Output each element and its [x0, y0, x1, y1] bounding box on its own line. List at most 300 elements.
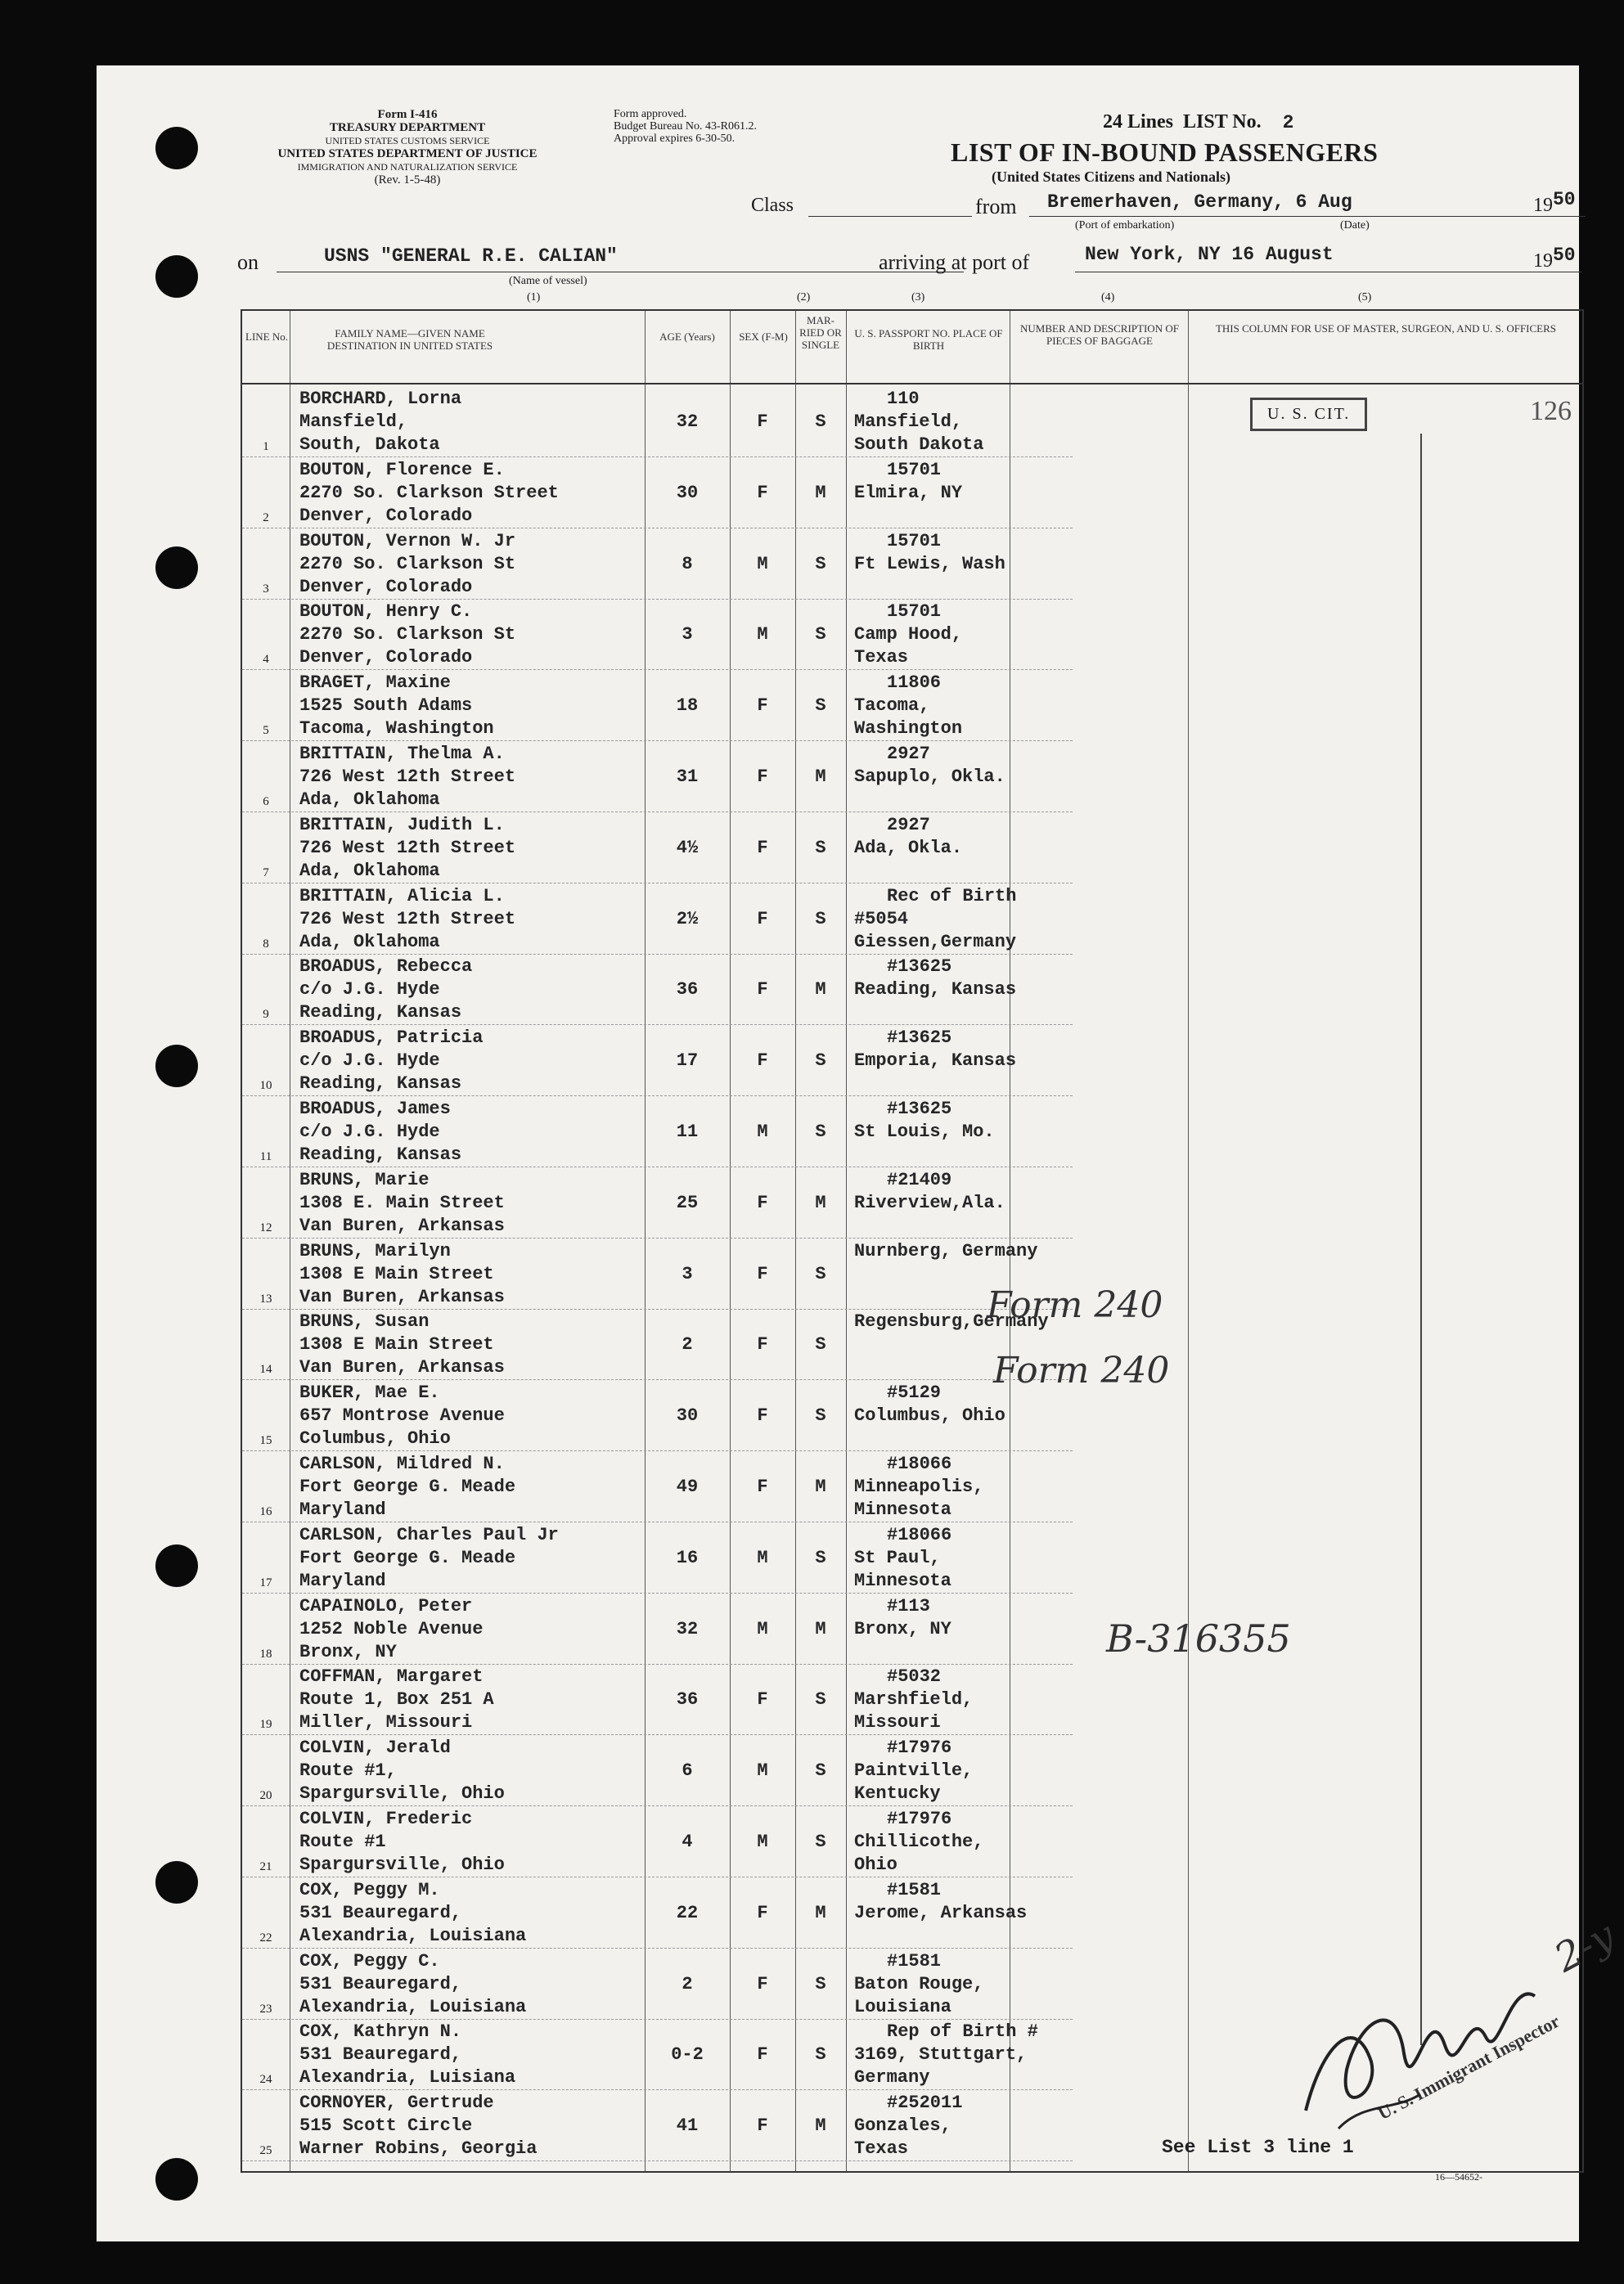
passport-line: Elmira, NY — [854, 482, 963, 503]
passport-line: Louisiana — [854, 1996, 951, 2017]
passport-line: Minnesota — [854, 1499, 951, 1520]
passenger-name-destination — [299, 388, 461, 456]
passenger-marital-status: S — [815, 624, 826, 645]
passenger-row — [242, 1806, 1073, 1877]
passport-line: Ft Lewis, Wash — [854, 553, 1005, 574]
manifest-page — [97, 65, 1622, 2241]
passenger-sex: M — [757, 624, 768, 645]
passenger-name-destination — [299, 672, 494, 740]
revision: (Rev. 1-5-48) — [374, 173, 441, 187]
passport-line: #5054 — [854, 908, 909, 929]
passport-line: Baton Rouge, — [854, 1973, 984, 1994]
name-line: Alexandria, Louisiana — [299, 1925, 527, 1946]
name-line: Spargursville, Ohio — [299, 1855, 505, 1875]
passenger-sex: F — [757, 411, 768, 432]
passenger-row — [242, 599, 1073, 670]
name-line: 657 Montrose Avenue — [299, 1405, 505, 1427]
passport-birthplace — [854, 1382, 1005, 1428]
passenger-name-destination — [299, 1879, 526, 1948]
passport-line: Riverview,Ala. — [854, 1192, 1005, 1213]
passport-line: Tacoma, — [854, 695, 930, 717]
passport-birthplace — [854, 1737, 973, 1805]
passenger-age: 3 — [682, 624, 693, 645]
name-line: Warner Robins, Georgia — [299, 2138, 538, 2160]
passenger-age: 3 — [682, 1263, 693, 1284]
passport-line: 15701 — [887, 601, 942, 623]
passenger-sex: F — [757, 1973, 768, 1994]
year-prefix: 19 — [1533, 250, 1553, 272]
passenger-sex: F — [757, 1405, 768, 1427]
passenger-row — [242, 1664, 1073, 1735]
passport-line: Mansfield, — [854, 411, 963, 432]
name-line: Reading, Kansas — [299, 1002, 462, 1023]
passenger-row — [242, 457, 1073, 528]
name-line: Alexandria, Louisiana — [299, 1996, 527, 2017]
line-number: 7 — [263, 865, 269, 879]
name-line: BRITTAIN, Judith L. — [299, 814, 505, 835]
passenger-marital-status: M — [815, 767, 826, 787]
form-approved: Form approved. — [614, 108, 687, 120]
passenger-age: 8 — [682, 553, 693, 574]
name-line: 2270 So. Clarkson Street — [299, 482, 559, 503]
embarkation-port: Bremerhaven, Germany, 6 Aug — [1047, 191, 1352, 213]
b-number-note: B-316355 — [1106, 1616, 1291, 1661]
name-line: Spargursville, Ohio — [299, 1783, 505, 1805]
passport-line: Reading, Kansas — [854, 979, 1017, 1000]
passport-line: Sapuplo, Okla. — [854, 767, 1005, 787]
see-list-note: See List 3 line 1 — [1162, 2137, 1354, 2158]
passenger-name-destination — [299, 814, 515, 883]
passenger-row — [242, 883, 1073, 955]
name-line: Van Buren, Arkansas — [299, 1357, 505, 1378]
passenger-age: 4½ — [676, 837, 699, 858]
passport-line: #113 — [887, 1595, 930, 1616]
inspector-initials: 2-y — [1547, 1912, 1622, 1982]
name-line: 1308 E Main Street — [299, 1334, 494, 1356]
passenger-name-destination — [299, 600, 515, 669]
passenger-age: 4 — [682, 1832, 693, 1852]
passport-birthplace — [854, 955, 1016, 1001]
passenger-marital-status: M — [815, 1477, 826, 1497]
passenger-row — [242, 1949, 1073, 2020]
from-year — [1533, 189, 1576, 217]
passport-line: Nurnberg, Germany — [854, 1240, 1038, 1261]
name-line: BROADUS, Patricia — [299, 1027, 484, 1049]
passport-birthplace — [854, 1098, 995, 1144]
passenger-marital-status: S — [815, 1547, 826, 1568]
name-line: 726 West 12th Street — [299, 837, 516, 858]
passenger-marital-status: S — [815, 1050, 826, 1072]
name-line: COFFMAN, Margaret — [299, 1666, 484, 1688]
line-number: 15 — [259, 1434, 272, 1448]
col-head-age: AGE (Years) — [659, 330, 715, 343]
binder-hole — [155, 1861, 198, 1904]
justice-dept: UNITED STATES DEPARTMENT OF JUSTICE — [277, 147, 538, 160]
name-line: BRUNS, Marie — [299, 1169, 430, 1190]
name-line: Fort George G. Meade — [299, 1477, 516, 1497]
year-suffix: 50 — [1553, 245, 1576, 266]
passenger-sex: M — [757, 1122, 768, 1142]
col-number-5: (5) — [1358, 291, 1372, 303]
passenger-row — [242, 528, 1073, 600]
name-line: Ada, Oklahoma — [299, 931, 440, 952]
name-line: 531 Beauregard, — [299, 1902, 462, 1923]
passport-line: 2927 — [887, 814, 930, 835]
passenger-sex: F — [757, 695, 768, 717]
passport-line: South Dakota — [854, 434, 984, 455]
name-line: Van Buren, Arkansas — [299, 1286, 505, 1307]
line-number: 20 — [259, 1789, 272, 1803]
passenger-marital-status: S — [815, 1689, 826, 1711]
passenger-table — [241, 309, 1622, 2173]
passenger-sex: F — [757, 837, 768, 858]
passport-birthplace — [854, 1879, 1027, 1925]
passport-birthplace — [854, 1240, 1037, 1263]
passenger-marital-status: S — [815, 1122, 826, 1142]
passenger-row — [242, 386, 1073, 457]
passport-line: #21409 — [887, 1169, 952, 1190]
name-line: BRUNS, Susan — [299, 1311, 430, 1333]
binder-hole — [155, 255, 198, 298]
name-line: Bronx, NY — [299, 1641, 397, 1662]
budget-bureau: Budget Bureau No. 43-R061.2. — [614, 120, 757, 133]
col-head-line: LINE No. — [245, 330, 288, 343]
col-head-officers: THIS COLUMN FOR USE OF MASTER, SURGEON, AND U. S. OFFICERS — [1215, 322, 1557, 335]
passport-line: Columbus, Ohio — [854, 1405, 1005, 1427]
passenger-row — [242, 954, 1073, 1025]
passport-birthplace — [854, 1950, 983, 2019]
approval-block — [614, 108, 757, 145]
passenger-sex: F — [757, 1689, 768, 1711]
passenger-name-destination — [299, 1595, 483, 1664]
name-line: Maryland — [299, 1499, 386, 1520]
row-divider — [242, 2160, 1073, 2161]
passenger-marital-status: M — [815, 979, 826, 1000]
passenger-sex: F — [757, 2115, 768, 2137]
name-line: Fort George G. Meade — [299, 1547, 516, 1568]
line-number: 4 — [263, 653, 269, 667]
line-number: 8 — [263, 937, 269, 951]
page-title: LIST OF IN-BOUND PASSENGERS — [951, 137, 1379, 167]
line-number: 19 — [259, 1718, 272, 1732]
class-label: Class — [751, 195, 794, 216]
form-240-note: Form 240 — [987, 1284, 1163, 1326]
passport-line: Rec of Birth — [887, 885, 1017, 906]
binder-hole — [155, 546, 198, 589]
passport-birthplace — [854, 1027, 1016, 1072]
name-line: Miller, Missouri — [299, 1712, 473, 1733]
from-label: from — [975, 195, 1017, 218]
line-number: 3 — [263, 582, 269, 596]
passport-line: 11806 — [887, 672, 942, 694]
passenger-marital-status: M — [815, 1618, 826, 1639]
passport-line: #18066 — [887, 1524, 952, 1545]
passenger-sex: F — [757, 767, 768, 787]
name-line: Denver, Colorado — [299, 647, 473, 668]
line-number: 22 — [259, 1931, 272, 1945]
line-number: 16 — [259, 1505, 272, 1518]
line-number: 10 — [259, 1079, 272, 1093]
passport-birthplace — [854, 459, 962, 505]
passenger-age: 18 — [676, 695, 699, 717]
vessel-name: USNS "GENERAL R.E. CALIAN" — [324, 245, 618, 267]
passport-birthplace — [854, 600, 962, 669]
passport-line: Bronx, NY — [854, 1618, 951, 1639]
passenger-row — [242, 1309, 1073, 1380]
passport-birthplace — [854, 1595, 951, 1641]
passenger-name-destination — [299, 1027, 483, 1095]
passport-line: #13625 — [887, 1027, 952, 1049]
passport-birthplace — [854, 885, 1016, 954]
passport-line: Texas — [854, 2138, 909, 2160]
passenger-row — [242, 1522, 1073, 1594]
passenger-marital-status: M — [815, 2115, 826, 2137]
passenger-sex: F — [757, 1192, 768, 1213]
name-line: Ada, Oklahoma — [299, 789, 440, 810]
name-line: BORCHARD, Lorna — [299, 389, 462, 409]
binder-hole — [155, 127, 198, 169]
name-line: 726 West 12th Street — [299, 908, 516, 929]
passport-line: Rep of Birth # — [887, 2021, 1038, 2043]
name-line: Ada, Oklahoma — [299, 860, 440, 881]
passport-birthplace — [854, 2021, 1038, 2089]
line-number: 21 — [259, 1860, 272, 1873]
name-line: 1308 E Main Street — [299, 1263, 494, 1284]
passenger-sex: F — [757, 482, 768, 503]
passenger-marital-status: S — [815, 695, 826, 717]
list-no-label: LIST No. — [1183, 111, 1262, 133]
name-line: 515 Scott Circle — [299, 2115, 473, 2137]
passenger-name-destination — [299, 1808, 505, 1877]
passenger-age: 31 — [676, 767, 699, 787]
passport-line: 15701 — [887, 459, 942, 480]
col-divider — [1188, 311, 1189, 2171]
inspector-signature — [1289, 1947, 1559, 2135]
date-caption: (Date) — [1340, 219, 1370, 232]
passenger-sex: F — [757, 908, 768, 929]
passport-line: Ohio — [854, 1855, 897, 1875]
passenger-sex: F — [757, 979, 768, 1000]
vessel-caption: (Name of vessel) — [509, 275, 587, 287]
name-line: 1252 Noble Avenue — [299, 1618, 484, 1639]
line-number: 13 — [259, 1292, 272, 1306]
name-line: Denver, Colorado — [299, 505, 473, 526]
passenger-marital-status: S — [815, 1832, 826, 1852]
passenger-age: 32 — [676, 1618, 699, 1639]
passport-line: Texas — [854, 647, 909, 668]
name-line: 2270 So. Clarkson St — [299, 624, 516, 645]
passenger-marital-status: S — [815, 1973, 826, 1994]
passenger-marital-status: M — [815, 1192, 826, 1213]
passport-line: Regensburg,Germany — [854, 1311, 1049, 1333]
col-head-married: MAR-RIED OR SINGLE — [799, 314, 842, 351]
arriving-label: arriving at port of — [879, 250, 1030, 274]
line-number: 25 — [259, 2144, 272, 2158]
name-line: BRITTAIN, Alicia L. — [299, 885, 505, 906]
arrival-year — [1533, 245, 1576, 272]
name-line: BOUTON, Florence E. — [299, 459, 505, 480]
passenger-marital-status: S — [815, 1405, 826, 1427]
passenger-marital-status: S — [815, 908, 826, 929]
name-line: 531 Beauregard, — [299, 1973, 462, 1994]
passenger-row — [242, 1167, 1073, 1239]
passport-line: #17976 — [887, 1738, 952, 1759]
passenger-name-destination — [299, 1311, 505, 1379]
passport-line: Missouri — [854, 1712, 941, 1733]
passenger-marital-status: S — [815, 1263, 826, 1284]
passport-line: #5032 — [887, 1666, 942, 1688]
header-rule — [242, 383, 1582, 384]
passport-line: Minneapolis, — [854, 1477, 984, 1497]
name-line: 1525 South Adams — [299, 695, 473, 717]
passport-line: Marshfield, — [854, 1689, 974, 1711]
name-line: BRITTAIN, Thelma A. — [299, 744, 505, 764]
passport-line: 2927 — [887, 744, 930, 764]
name-line: COLVIN, Jerald — [299, 1738, 451, 1759]
passenger-sex: M — [757, 1618, 768, 1639]
passenger-age: 30 — [676, 482, 699, 503]
passenger-sex: M — [757, 553, 768, 574]
passport-line: St Louis, Mo. — [854, 1122, 995, 1142]
passenger-sex: M — [757, 1547, 768, 1568]
passport-line: #13625 — [887, 1099, 952, 1119]
approval-expires: Approval expires 6-30-50. — [614, 133, 736, 145]
line-number: 24 — [259, 2073, 272, 2087]
name-line: BUKER, Mae E. — [299, 1383, 440, 1404]
col-number-4: (4) — [1101, 291, 1115, 303]
arrival-port: New York, NY 16 August — [1085, 244, 1334, 265]
passenger-sex: F — [757, 1334, 768, 1356]
passenger-row — [242, 1025, 1073, 1096]
passport-line: Camp Hood, — [854, 624, 963, 645]
passport-birthplace — [854, 1453, 983, 1522]
passport-line: Jerome, Arkansas — [854, 1902, 1028, 1923]
name-line: Alexandria, Luisiana — [299, 2067, 516, 2088]
name-line: CORNOYER, Gertrude — [299, 2093, 494, 2114]
passport-birthplace — [854, 1169, 1005, 1215]
passport-line: #1581 — [887, 1879, 942, 1900]
passport-birthplace — [854, 1524, 951, 1593]
passenger-age: 36 — [676, 1689, 699, 1711]
line-number: 14 — [259, 1363, 272, 1377]
passport-line: 15701 — [887, 530, 942, 551]
name-line: Van Buren, Arkansas — [299, 1215, 505, 1236]
passport-birthplace — [854, 1666, 973, 1734]
name-line: BOUTON, Henry C. — [299, 601, 473, 623]
name-line: Reading, Kansas — [299, 1144, 462, 1165]
passenger-name-destination — [299, 1098, 461, 1167]
passenger-sex: F — [757, 1050, 768, 1072]
passenger-name-destination — [299, 885, 515, 954]
page-subtitle: (United States Citizens and Nationals) — [992, 169, 1231, 185]
col-number-3: (3) — [911, 291, 925, 303]
passenger-name-destination — [299, 1666, 494, 1734]
from-underline — [1029, 216, 1586, 217]
passenger-sex: M — [757, 1760, 768, 1782]
year-suffix: 50 — [1553, 189, 1576, 210]
passport-line: #1581 — [887, 1950, 942, 1972]
passenger-age: 0-2 — [671, 2044, 704, 2066]
passport-birthplace — [854, 743, 1005, 789]
officer-check-line — [1420, 434, 1422, 2045]
passenger-row — [242, 1096, 1073, 1167]
inspector-stamp: U. S. Immigrant Inspector — [1374, 2010, 1563, 2124]
name-line: COLVIN, Frederic — [299, 1809, 473, 1829]
passenger-name-destination — [299, 743, 515, 812]
passenger-name-destination — [299, 1950, 526, 2019]
passenger-age: 2 — [682, 1334, 693, 1356]
passenger-age: 49 — [676, 1477, 699, 1497]
passenger-sex: F — [757, 1902, 768, 1923]
passport-line: #17976 — [887, 1809, 952, 1829]
passport-birthplace — [854, 814, 962, 860]
passenger-age: 36 — [676, 979, 699, 1000]
passenger-marital-status: S — [815, 553, 826, 574]
name-line: BROADUS, Rebecca — [299, 956, 473, 978]
name-line: CAPAINOLO, Peter — [299, 1595, 473, 1616]
name-line: Route 1, Box 251 A — [299, 1689, 494, 1711]
passenger-row — [242, 1877, 1073, 1949]
passenger-row — [242, 741, 1073, 812]
name-line: c/o J.G. Hyde — [299, 979, 440, 1000]
passport-birthplace — [854, 672, 962, 740]
passport-line: Giessen,Germany — [854, 931, 1017, 952]
line-number: 9 — [263, 1008, 269, 1022]
name-line: Tacoma, Washington — [299, 718, 494, 740]
passenger-name-destination — [299, 955, 472, 1024]
passport-line: Minnesota — [854, 1570, 951, 1591]
line-number: 6 — [263, 795, 269, 808]
ins-service: IMMIGRATION AND NATURALIZATION SERVICE — [297, 161, 518, 173]
passenger-name-destination — [299, 1169, 505, 1238]
passenger-age: 32 — [676, 411, 699, 432]
binder-hole — [155, 2158, 198, 2201]
line-count — [1103, 111, 1293, 133]
passenger-marital-status: S — [815, 2044, 826, 2066]
port-caption: (Port of embarkation) — [1075, 219, 1175, 232]
passenger-row — [242, 1735, 1073, 1806]
name-line: Reading, Kansas — [299, 1073, 462, 1095]
passenger-name-destination — [299, 2092, 537, 2160]
passenger-row — [242, 1380, 1073, 1451]
col-head-name: FAMILY NAME—GIVEN NAME DESTINATION IN UNITED STATES — [326, 327, 493, 352]
passenger-sex: F — [757, 1263, 768, 1284]
passport-line: #5129 — [887, 1383, 942, 1404]
lines-label: 24 Lines — [1103, 111, 1174, 133]
name-line: c/o J.G. Hyde — [299, 1122, 440, 1142]
passenger-age: 25 — [676, 1192, 699, 1213]
passenger-name-destination — [299, 1453, 515, 1522]
passenger-age: 2½ — [676, 908, 699, 929]
printer-number: 16—54652- — [1435, 2171, 1482, 2183]
passenger-row — [242, 2019, 1073, 2090]
passport-line: Ada, Okla. — [854, 837, 963, 858]
name-line: c/o J.G. Hyde — [299, 1050, 440, 1072]
class-underline — [808, 216, 972, 217]
name-line: 531 Beauregard, — [299, 2044, 462, 2066]
citizen-stamp: U. S. CIT. — [1250, 398, 1367, 431]
passport-line: Paintville, — [854, 1760, 974, 1782]
passenger-name-destination — [299, 1524, 559, 1593]
line-number: 17 — [259, 1576, 272, 1589]
passport-birthplace — [854, 2092, 962, 2160]
name-line: COX, Peggy M. — [299, 1879, 440, 1900]
name-line: BRAGET, Maxine — [299, 672, 451, 694]
name-line: CARLSON, Mildred N. — [299, 1454, 505, 1474]
passport-birthplace — [854, 530, 1005, 576]
passenger-marital-status: S — [815, 837, 826, 858]
passenger-name-destination — [299, 2021, 515, 2089]
